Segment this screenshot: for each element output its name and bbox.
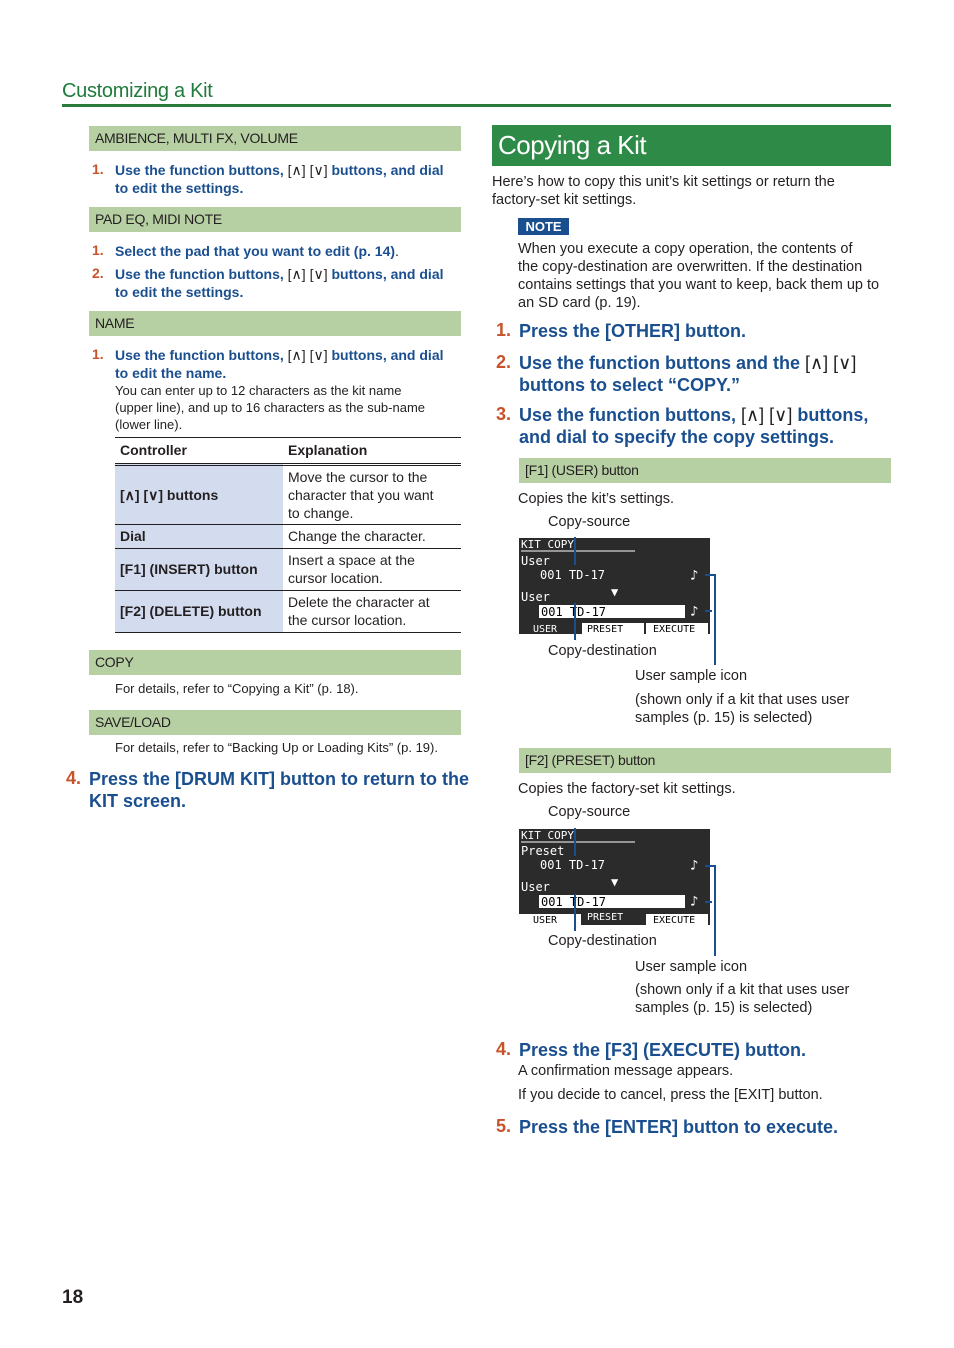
step-text: Press the [F3] (EXECUTE) button. [519, 1040, 807, 1060]
name-description: You can enter up to 12 characters as the kit name (upper line), and up to 16 characters as the sub-name (lower line). [115, 383, 426, 432]
arrow-down-icon: ▼ [611, 875, 619, 889]
lcd-src-kit: 001 TD-17 [540, 858, 606, 872]
f1-copy-source-label: Copy-source [548, 514, 631, 530]
table-row: [F1] (INSERT) button Insert a space at the cursor location. [115, 548, 461, 590]
step-text: Use the function buttons, [∧] [∨] buttons, and dial to edit the settings. [115, 266, 444, 300]
section-title: Customizing a Kit [62, 80, 213, 102]
lcd-f1-label: USER [533, 624, 558, 635]
bar-pad-eq: PAD EQ, MIDI NOTE [89, 207, 461, 232]
table-header-controller: Controller [115, 438, 283, 464]
lcd-dst-label: User [521, 590, 550, 604]
bar-name: NAME [89, 311, 461, 336]
table-row: [F2] (DELETE) button Delete the character at the cursor location. [115, 590, 461, 632]
arrow-down-icon: ▼ [611, 585, 619, 599]
f1-copy-destination-label: Copy-destination [548, 643, 657, 659]
page-number: 18 [62, 1287, 84, 1308]
step-number: 5. [496, 1116, 512, 1136]
lcd-src-label: Preset [521, 844, 565, 858]
step-number: 4. [66, 768, 82, 788]
step-text: Use the function buttons, [∧] [∨] buttons, and dial to specify the copy settings. [519, 405, 869, 447]
lcd-f3-label: EXECUTE [653, 915, 696, 926]
step-number: 3. [496, 404, 512, 424]
step-number: 2. [496, 352, 512, 372]
step-text: Use the function buttons and the [∧] [∨] buttons to select “COPY.” [519, 353, 857, 395]
page-heading: Copying a Kit [498, 130, 647, 160]
step-text: Use the function buttons, [∧] [∨] buttons, and dial to edit the settings. [115, 162, 444, 196]
user-sample-icon: ♪ [690, 604, 699, 620]
bar-f2-preset: [F2] (PRESET) button [519, 748, 891, 773]
lcd-dst-kit: 001 TD-17 [541, 605, 607, 619]
bar-save-load: SAVE/LOAD [89, 710, 461, 735]
step-number: 1. [496, 320, 512, 340]
step-number: 1. [92, 346, 104, 362]
table-row: Dial Change the character. [115, 524, 461, 548]
controller-table [115, 437, 461, 633]
lcd-dst-label: User [521, 880, 550, 894]
step-number: 4. [496, 1039, 512, 1059]
bar-copy: COPY [89, 650, 461, 675]
saveload-description: For details, refer to “Backing Up or Loading Kits” (p. 19). [115, 740, 438, 755]
f2-shown-only-note: (shown only if a kit that uses user samples (p. 15) is selected) [635, 982, 850, 1016]
step-number: 1. [92, 161, 104, 177]
step-number: 2. [92, 265, 104, 281]
step-text: Press the [ENTER] button to execute. [519, 1117, 839, 1137]
section-rule [62, 104, 891, 107]
bar-ambience: AMBIENCE, MULTI FX, VOLUME [89, 126, 461, 151]
user-sample-icon: ♪ [690, 568, 699, 584]
table-header-explanation: Explanation [283, 438, 461, 464]
bar-f1-user: [F1] (USER) button [519, 458, 891, 483]
step-text: Press the [DRUM KIT] button to return to the KIT screen. [89, 769, 469, 811]
f2-copy-destination-label: Copy-destination [548, 933, 657, 949]
step-4-description: A confirmation message appears. If you decide to cancel, press the [EXIT] button. [518, 1063, 823, 1103]
lcd-src-label: User [521, 554, 550, 568]
lcd-f2-label: PRESET [587, 624, 624, 635]
intro-text: Here’s how to copy this unit’s kit settings or return the factory-set kit settings. [492, 174, 835, 208]
lcd-f2-label: PRESET [587, 912, 624, 923]
f2-copy-source-label: Copy-source [548, 804, 631, 820]
lcd-title: KIT COPY [521, 538, 574, 551]
lcd-f3-label: EXECUTE [653, 624, 696, 635]
table-row: [∧] [∨] buttons Move the cursor to the character that you want to change. [115, 464, 461, 524]
copy-description: For details, refer to “Copying a Kit” (p. 18). [115, 681, 359, 696]
step-number: 1. [92, 242, 104, 258]
note-text: When you execute a copy operation, the contents of the copy-destination are overwritten. If the destination contains settings that you want to keep, back them up to an SD card (p. 19). [518, 241, 880, 311]
lcd-f1-label: USER [533, 915, 558, 926]
f1-user-sample-label: User sample icon [635, 668, 748, 684]
lcd-src-kit: 001 TD-17 [540, 568, 606, 582]
f1-shown-only-note: (shown only if a kit that uses user samples (p. 15) is selected) [635, 692, 850, 726]
step-text: Press the [OTHER] button. [519, 321, 747, 341]
step-text: Use the function buttons, [∧] [∨] buttons, and dial to edit the name. [115, 347, 444, 381]
f2-user-sample-label: User sample icon [635, 959, 748, 975]
note-badge: NOTE [518, 218, 569, 235]
lcd-title: KIT COPY [521, 829, 574, 842]
step-text: Select the pad that you want to edit (p. 14). [115, 243, 399, 259]
user-sample-icon: ♪ [690, 858, 699, 874]
user-sample-icon: ♪ [690, 894, 699, 910]
lcd-dst-kit: 001 TD-17 [541, 895, 607, 909]
f2-description: Copies the factory-set kit settings. [518, 781, 736, 797]
f1-description: Copies the kit’s settings. [518, 491, 675, 507]
